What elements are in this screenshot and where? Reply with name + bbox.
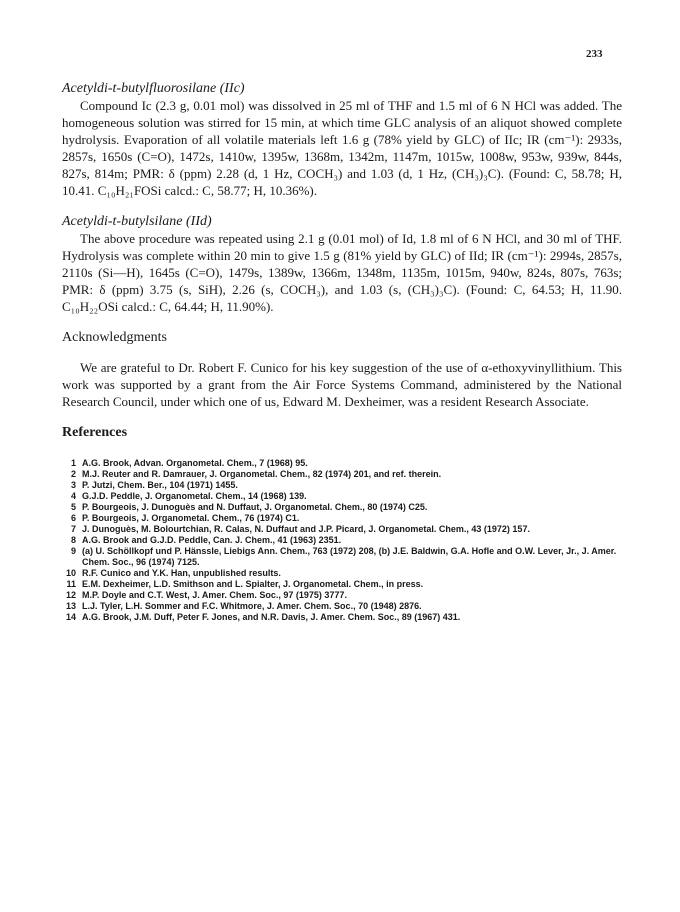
reference-number: 4 <box>70 491 76 501</box>
reference-number: 7 <box>70 524 76 534</box>
reference-item <box>62 513 622 524</box>
acknowledgments-section <box>62 329 622 410</box>
reference-item <box>62 546 622 568</box>
references-section <box>62 424 622 623</box>
reference-item <box>62 535 622 546</box>
reference-text: (a) U. Schöllkopf und P. Hänssle, Liebigs Ann. Chem., 763 (1972) 208, (b) J.E. Baldwin, G.A. Hofle and O.W. Lever, Jr., J. Amer. Chem. Soc., 96 (1974) 7125. <box>82 546 617 567</box>
reference-number: 14 <box>65 612 76 622</box>
reference-text: A.G. Brook and G.J.D. Peddle, Can. J. Chem., 41 (1963) 2351. <box>82 535 342 545</box>
reference-text: P. Jutzi, Chem. Ber., 104 (1971) 1455. <box>82 480 238 490</box>
reference-text: L.J. Tyler, L.H. Sommer and F.C. Whitmore, J. Amer. Chem. Soc., 70 (1948) 2876. <box>82 601 422 611</box>
reference-text: P. Bourgeois, J. Dunoguès and N. Duffaut, J. Organometal. Chem., 80 (1974) C25. <box>82 502 428 512</box>
reference-text: M.J. Reuter and R. Damrauer, J. Organometal. Chem., 82 (1974) 201, and ref. therein. <box>82 469 442 479</box>
reference-number: 5 <box>70 502 76 512</box>
reference-text: A.G. Brook, Advan. Organometal. Chem., 7 (1968) 95. <box>82 458 308 468</box>
reference-item <box>62 612 622 623</box>
section-body: The above procedure was repeated using 2.1 g (0.01 mol) of Id, 1.8 ml of 6 N HCl, and 30 ml of THF. Hydrolysis was complete within 20 min to give 1.5 g (81% yield by GLC) of IId; IR (cm⁻¹): 2994s, 2857s, 2110s (Si—H), 1645s (C=O), 1479s, 1389w, 1366m, 1348m, 1135m, 1015m, 940w, 824s, 807s, 763s; PMR: δ (ppm) 3.75 (s, SiH), 2.26 (s, COCH₃), and 1.03 (s, (CH₃)₃C). (Found: C, 64.53; H, 11.90. C₁₀H₂₂OSi calcd.: C, 64.44; H, 11.90%). <box>62 231 622 314</box>
reference-item <box>62 469 622 480</box>
acknowledgments-heading: Acknowledgments <box>62 330 167 345</box>
reference-text: A.G. Brook, J.M. Duff, Peter F. Jones, and N.R. Davis, J. Amer. Chem. Soc., 89 (1967) 431. <box>82 612 461 622</box>
page-content <box>62 80 622 623</box>
section-heading: Acetyldi-t-butylsilane (IId) <box>62 214 212 229</box>
reference-item <box>62 590 622 601</box>
reference-number: 13 <box>65 601 76 611</box>
reference-number: 10 <box>65 568 76 578</box>
reference-item <box>62 480 622 491</box>
references-list <box>62 458 622 623</box>
reference-number: 8 <box>70 535 76 545</box>
page-number: 233 <box>586 48 603 60</box>
reference-number: 6 <box>70 513 76 523</box>
reference-text: M.P. Doyle and C.T. West, J. Amer. Chem. Soc., 97 (1975) 3777. <box>82 590 347 600</box>
section-heading: Acetyldi-t-butylfluorosilane (IIc) <box>62 81 245 96</box>
section-iid <box>62 213 622 315</box>
reference-number: 1 <box>70 458 76 468</box>
reference-number: 2 <box>70 469 76 479</box>
reference-item <box>62 568 622 579</box>
reference-item <box>62 524 622 535</box>
reference-number: 12 <box>65 590 76 600</box>
reference-number: 11 <box>66 579 76 589</box>
reference-item <box>62 458 622 469</box>
section-iic <box>62 80 622 199</box>
reference-number: 3 <box>70 480 76 490</box>
reference-text: R.F. Cunico and Y.K. Han, unpublished results. <box>82 568 281 578</box>
reference-text: P. Bourgeois, J. Organometal. Chem., 76 (1974) C1. <box>82 513 300 523</box>
reference-text: J. Dunoguès, M. Bolourtchian, R. Calas, N. Duffaut and J.P. Picard, J. Organometal. Chem., 43 (1972) 157. <box>82 524 530 534</box>
reference-text: G.J.D. Peddle, J. Organometal. Chem., 14 (1968) 139. <box>82 491 307 501</box>
acknowledgments-body: We are grateful to Dr. Robert F. Cunico for his key suggestion of the use of α-ethoxyvinyllithium. This work was supported by a grant from the Air Force Systems Command, administered by the National Research Council, under which one of us, Edward M. Dexheimer, was a resident Research Associate. <box>62 360 622 409</box>
reference-item <box>62 601 622 612</box>
reference-item <box>62 502 622 513</box>
reference-number: 9 <box>70 546 76 556</box>
reference-item <box>62 491 622 502</box>
references-heading: References <box>62 425 128 440</box>
section-body: Compound Ic (2.3 g, 0.01 mol) was dissolved in 25 ml of THF and 1.5 ml of 6 N HCl was added. The homogeneous solution was stirred for 15 min, at which time GLC analysis of an aliquot showed complete hydrolysis. Evaporation of all volatile materials left 1.6 g (78% yield by GLC) of IIc; IR (cm⁻¹): 2933s, 2857s, 1650s (C=O), 1472s, 1410w, 1395w, 1368m, 1342m, 1147m, 1015w, 1008w, 953w, 939w, 844s, 827s, 814m; PMR: δ (ppm) 2.28 (d, 1 Hz, COCH₃) and 1.03 (d, 1 Hz, (CH₃)₃C). (Found: C, 58.78; H, 10.41. C₁₀H₂₁FOSi calcd.: C, 58.77; H, 10.36%). <box>62 98 622 198</box>
reference-text: E.M. Dexheimer, L.D. Smithson and L. Spialter, J. Organometal. Chem., in press. <box>82 579 424 589</box>
reference-item <box>62 579 622 590</box>
